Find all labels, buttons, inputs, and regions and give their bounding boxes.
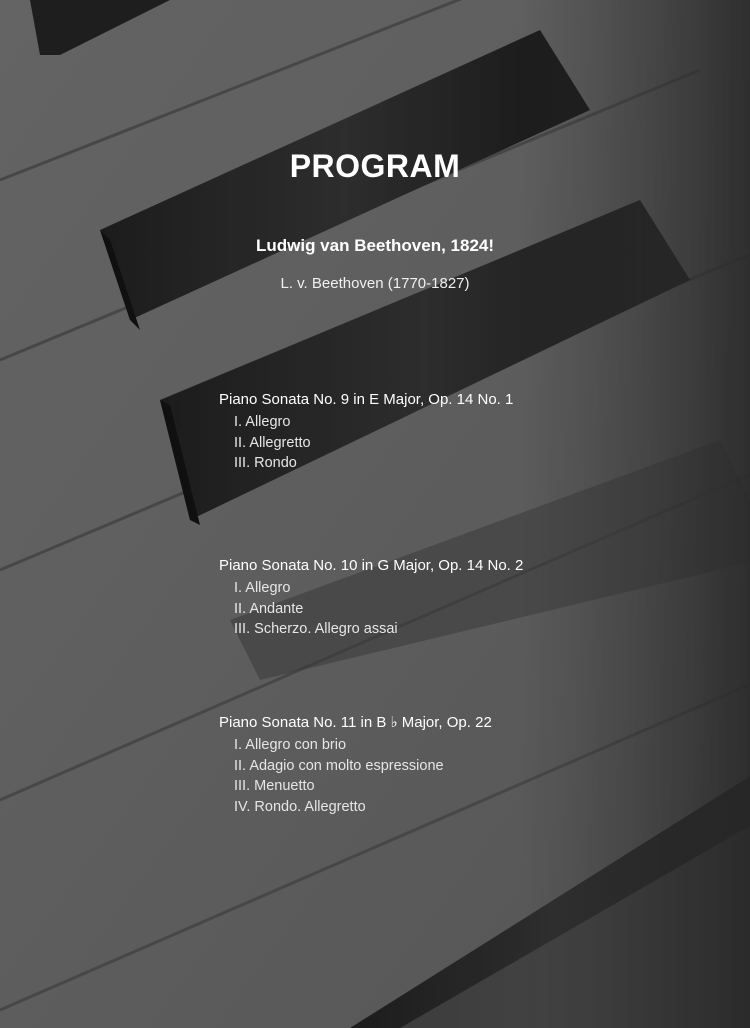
movement-list bbox=[219, 578, 523, 640]
movement-item: I. Allegro con brio bbox=[234, 737, 347, 753]
movement-list bbox=[219, 412, 513, 474]
movement-item: III. Scherzo. Allegro assai bbox=[234, 621, 398, 637]
work-sonata-11 bbox=[219, 713, 492, 817]
movement-item: II. Allegretto bbox=[234, 434, 311, 451]
work-sonata-9 bbox=[219, 390, 513, 474]
work-title: Piano Sonata No. 10 in G Major, Op. 14 No. 2 bbox=[219, 557, 524, 574]
movement-item: I. Allegro bbox=[234, 580, 291, 596]
movement-item: II. Andante bbox=[234, 600, 304, 617]
composer-heading: Ludwig van Beethoven, 1824! bbox=[255, 236, 495, 255]
movement-item: II. Adagio con molto espressione bbox=[234, 757, 444, 774]
movement-item: I. Allegro bbox=[234, 414, 291, 430]
page-title: PROGRAM bbox=[289, 148, 461, 184]
work-title: Piano Sonata No. 9 in E Major, Op. 14 No. 1 bbox=[219, 391, 514, 408]
work-title: Piano Sonata No. 11 in B ♭ Major, Op. 22 bbox=[219, 714, 492, 731]
work-sonata-10 bbox=[219, 556, 523, 640]
movement-item: III. Rondo bbox=[234, 455, 297, 471]
composer-dates: L. v. Beethoven (1770-1827) bbox=[280, 275, 470, 292]
movement-list bbox=[219, 735, 492, 817]
movement-item: IV. Rondo. Allegretto bbox=[234, 798, 366, 815]
movement-item: III. Menuetto bbox=[234, 778, 315, 794]
